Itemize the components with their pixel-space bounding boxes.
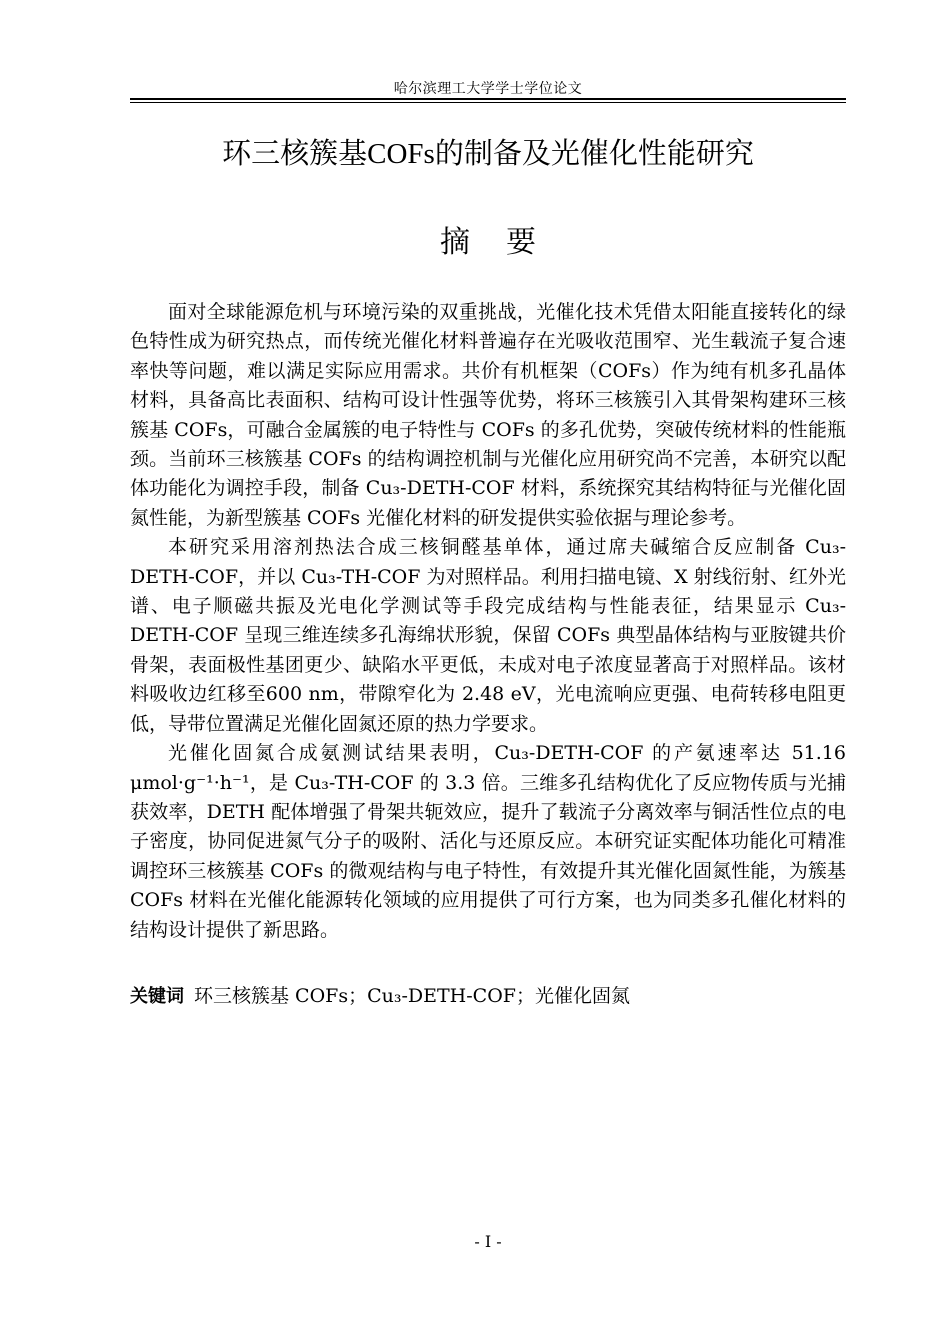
title-prefix: 环三核簇基 [222,136,368,170]
running-header: 哈尔滨理工大学学士学位论文 [393,81,583,97]
thesis-title [130,133,846,174]
abstract-body [130,298,846,945]
abstract-paragraph-2: 本研究采用溶剂热法合成三核铜醛基单体，通过席夫碱缩合反应制备 Cu₃-DETH-COF，并以 Cu₃-TH-COF 为对照样品。利用扫描电镜、X 射线衍射、红外光谱、电子顺磁共振及光电化学测试等手段完成结构与性能表征，结果显示 Cu₃-DETH-COF 呈现三维连续多孔海绵状形貌，保留 COFs 典型晶体结构与亚胺键共价骨架，表面极性基团更少、缺陷水平更低，未成对电子浓度显著高于对照样品。该材料吸收边红移至600 nm，带隙窄化为 2.48 eV，光电流响应更强、电荷转移电阻更低，导带位置满足光催化固氮还原的热力学要求。 [130,536,846,735]
keywords-line [130,982,846,1011]
title-latin: COFs [367,138,435,170]
abstract-paragraph-3: 光催化固氮合成氨测试结果表明，Cu₃-DETH-COF 的产氨速率达 51.16 μmol·g⁻¹·h⁻¹，是 Cu₃-TH-COF 的 3.3 倍。三维多孔结构优化了反应物传质与光捕获效率，DETH 配体增强了骨架共轭效应，提升了载流子分离效率与铜活性位点的电子密度，协同促进氮气分子的吸附、活化与还原反应。本研究证实配体功能化可精准调控环三核簇基 COFs 的微观结构与电子特性，有效提升其光催化固氮性能，为簇基 COFs 材料在光催化能源转化领域的应用提供了可行方案，也为同类多孔催化材料的结构设计提供了新思路。 [130,742,846,941]
keywords-text: 环三核簇基 COFs；Cu₃-DETH-COF；光催化固氮 [194,985,630,1007]
header-rule [130,98,846,103]
title-suffix: 的制备及光催化性能研究 [434,136,754,170]
keywords-label: 关键词 [130,986,184,1007]
abstract-paragraph-1: 面对全球能源危机与环境污染的双重挑战，光催化技术凭借太阳能直接转化的绿色特性成为研究热点，而传统光催化材料普遍存在光吸收范围窄、光生载流子复合速率快等问题，难以满足实际应用需求。共价有机框架（COFs）作为纯有机多孔晶体材料，具备高比表面积、结构可设计性强等优势，将环三核簇引入其骨架构建环三核簇基 COFs，可融合金属簇的电子特性与 COFs 的多孔优势，突破传统材料的性能瓶颈。当前环三核簇基 COFs 的结构调控机制与光催化应用研究尚不完善，本研究以配体功能化为调控手段，制备 Cu₃-DETH-COF 材料，系统探究其结构特征与光催化固氮性能，为新型簇基 COFs 光催化材料的研发提供实验依据与理论参考。 [130,301,846,529]
page-number: - I - [474,1232,502,1251]
abstract-heading: 摘要 [440,225,572,260]
